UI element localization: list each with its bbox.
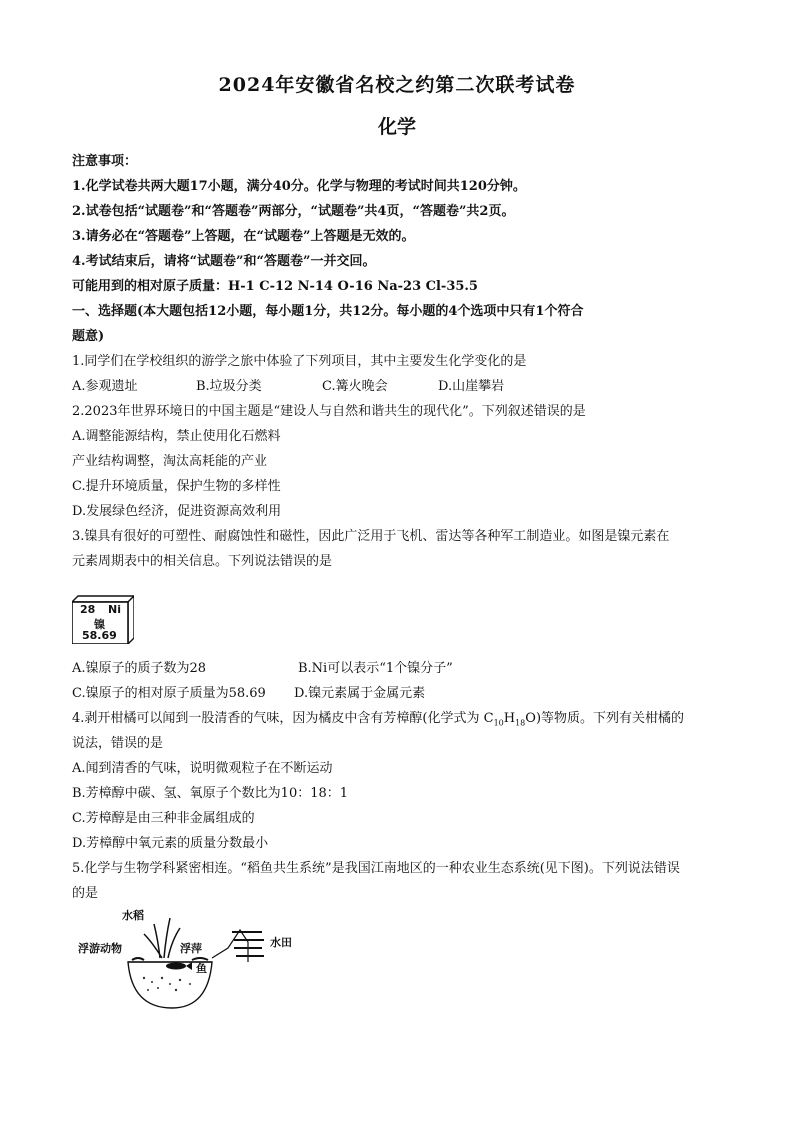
notice-item-3: 3.请务必在“答题卷”上答题，在“试题卷”上答题是无效的。 [72, 229, 415, 244]
q2-option-c: C.提升环境质量，保护生物的多样性 [72, 479, 281, 494]
label-paddy: 水田 [270, 936, 292, 949]
q4-stem-part1: 4.剥开柑橘可以闻到一股清香的气味，因为橘皮中含有芳樟醇(化学式为 C [72, 711, 494, 726]
q4-sub-h: 18 [515, 718, 526, 728]
q4-option-b: B.芳樟醇中碳、氢、氧原子个数比为10：18：1 [72, 786, 349, 801]
section-heading: 一、选择题(本大题包括12小题，每小题1分，共12分。每小题的4个选项中只有1个符合 [72, 304, 584, 319]
q4-stem-part2: O)等物质。下列有关柑橘的 [525, 711, 685, 726]
q2-option-b: 产业结构调整，淘汰高耗能的产业 [72, 454, 268, 469]
notice-item-1: 1.化学试卷共两大题17小题，满分40分。化学与物理的考试时间共120分钟。 [72, 179, 526, 194]
label-plankton: 浮游动物 [78, 942, 122, 955]
notice-item-4: 4.考试结束后，请将“试题卷”和“答题卷”一并交回。 [72, 254, 376, 269]
element-name: 镍 [94, 618, 105, 631]
q2-option-a: A.调整能源结构，禁止使用化石燃料 [72, 429, 281, 444]
rice-fish-system-figure [72, 900, 312, 1010]
q1-option-c: C.篝火晚会 [322, 379, 388, 394]
element-mass: 58.69 [82, 629, 117, 642]
notice-heading: 注意事项： [72, 154, 138, 169]
q1-stem: 1.同学们在学校组织的游学之旅中体验了下列项目，其中主要发生化学变化的是 [72, 354, 527, 369]
exam-title: 2024年安徽省名校之约第二次联考试卷 [218, 74, 576, 96]
notice-item-2: 2.试卷包括“试题卷”和“答题卷”两部分，“试题卷”共4页，“答题卷”共2页。 [72, 204, 515, 219]
label-duckweed: 浮萍 [180, 942, 202, 955]
atomic-mass-line: 可能用到的相对原子质量：H-1 C-12 N-14 O-16 Na-23 Cl-35.5 [72, 279, 478, 294]
label-rice: 水稻 [122, 909, 144, 922]
q4-sub-c: 10 [493, 718, 504, 728]
q3-option-d: D.镍元素属于金属元素 [294, 686, 426, 701]
q3-option-c: C.镍原子的相对原子质量为58.69 [72, 686, 266, 701]
q1-option-a: A.参观遗址 [72, 379, 138, 394]
q1-option-b: B.垃圾分类 [196, 379, 262, 394]
section-heading-cont: 题意) [72, 329, 105, 344]
q4-option-d: D.芳樟醇中氧元素的质量分数最小 [72, 836, 269, 851]
element-symbol: Ni [108, 603, 121, 616]
q3-option-b: B.Ni可以表示“1个镍分子” [298, 661, 453, 676]
q3-stem: 3.镍具有很好的可塑性、耐腐蚀性和磁性，因此广泛用于飞机、雷达等各种军工制造业。如图是镍元素在 [72, 529, 670, 544]
q4-h: H [503, 711, 516, 726]
subject-title: 化学 [377, 116, 416, 138]
q4-option-a: A.闻到清香的气味，说明微观粒子在不断运动 [72, 761, 333, 776]
nickel-element-card [72, 590, 134, 644]
q4-option-c: C.芳樟醇是由三种非金属组成的 [72, 811, 255, 826]
element-number: 28 [80, 603, 96, 616]
q1-option-d: D.山崖攀岩 [438, 379, 505, 394]
q2-stem: 2.2023年世界环境日的中国主题是“建设人与自然和谐共生的现代化”。下列叙述错误的是 [72, 404, 586, 419]
q5-stem: 5.化学与生物学科紧密相连。“稻鱼共生系统”是我国江南地区的一种农业生态系统(见下图)。下列说法错误 [72, 861, 680, 876]
q4-stem [72, 707, 684, 728]
label-fish: 鱼 [196, 962, 207, 975]
q5-stem-cont: 的是 [72, 886, 99, 901]
q4-stem-cont: 说法，错误的是 [72, 736, 164, 751]
q3-option-a: A.镍原子的质子数为28 [72, 661, 207, 676]
q2-option-d: D.发展绿色经济，促进资源高效利用 [72, 504, 282, 519]
q3-stem-cont: 元素周期表中的相关信息。下列说法错误的是 [72, 554, 333, 569]
